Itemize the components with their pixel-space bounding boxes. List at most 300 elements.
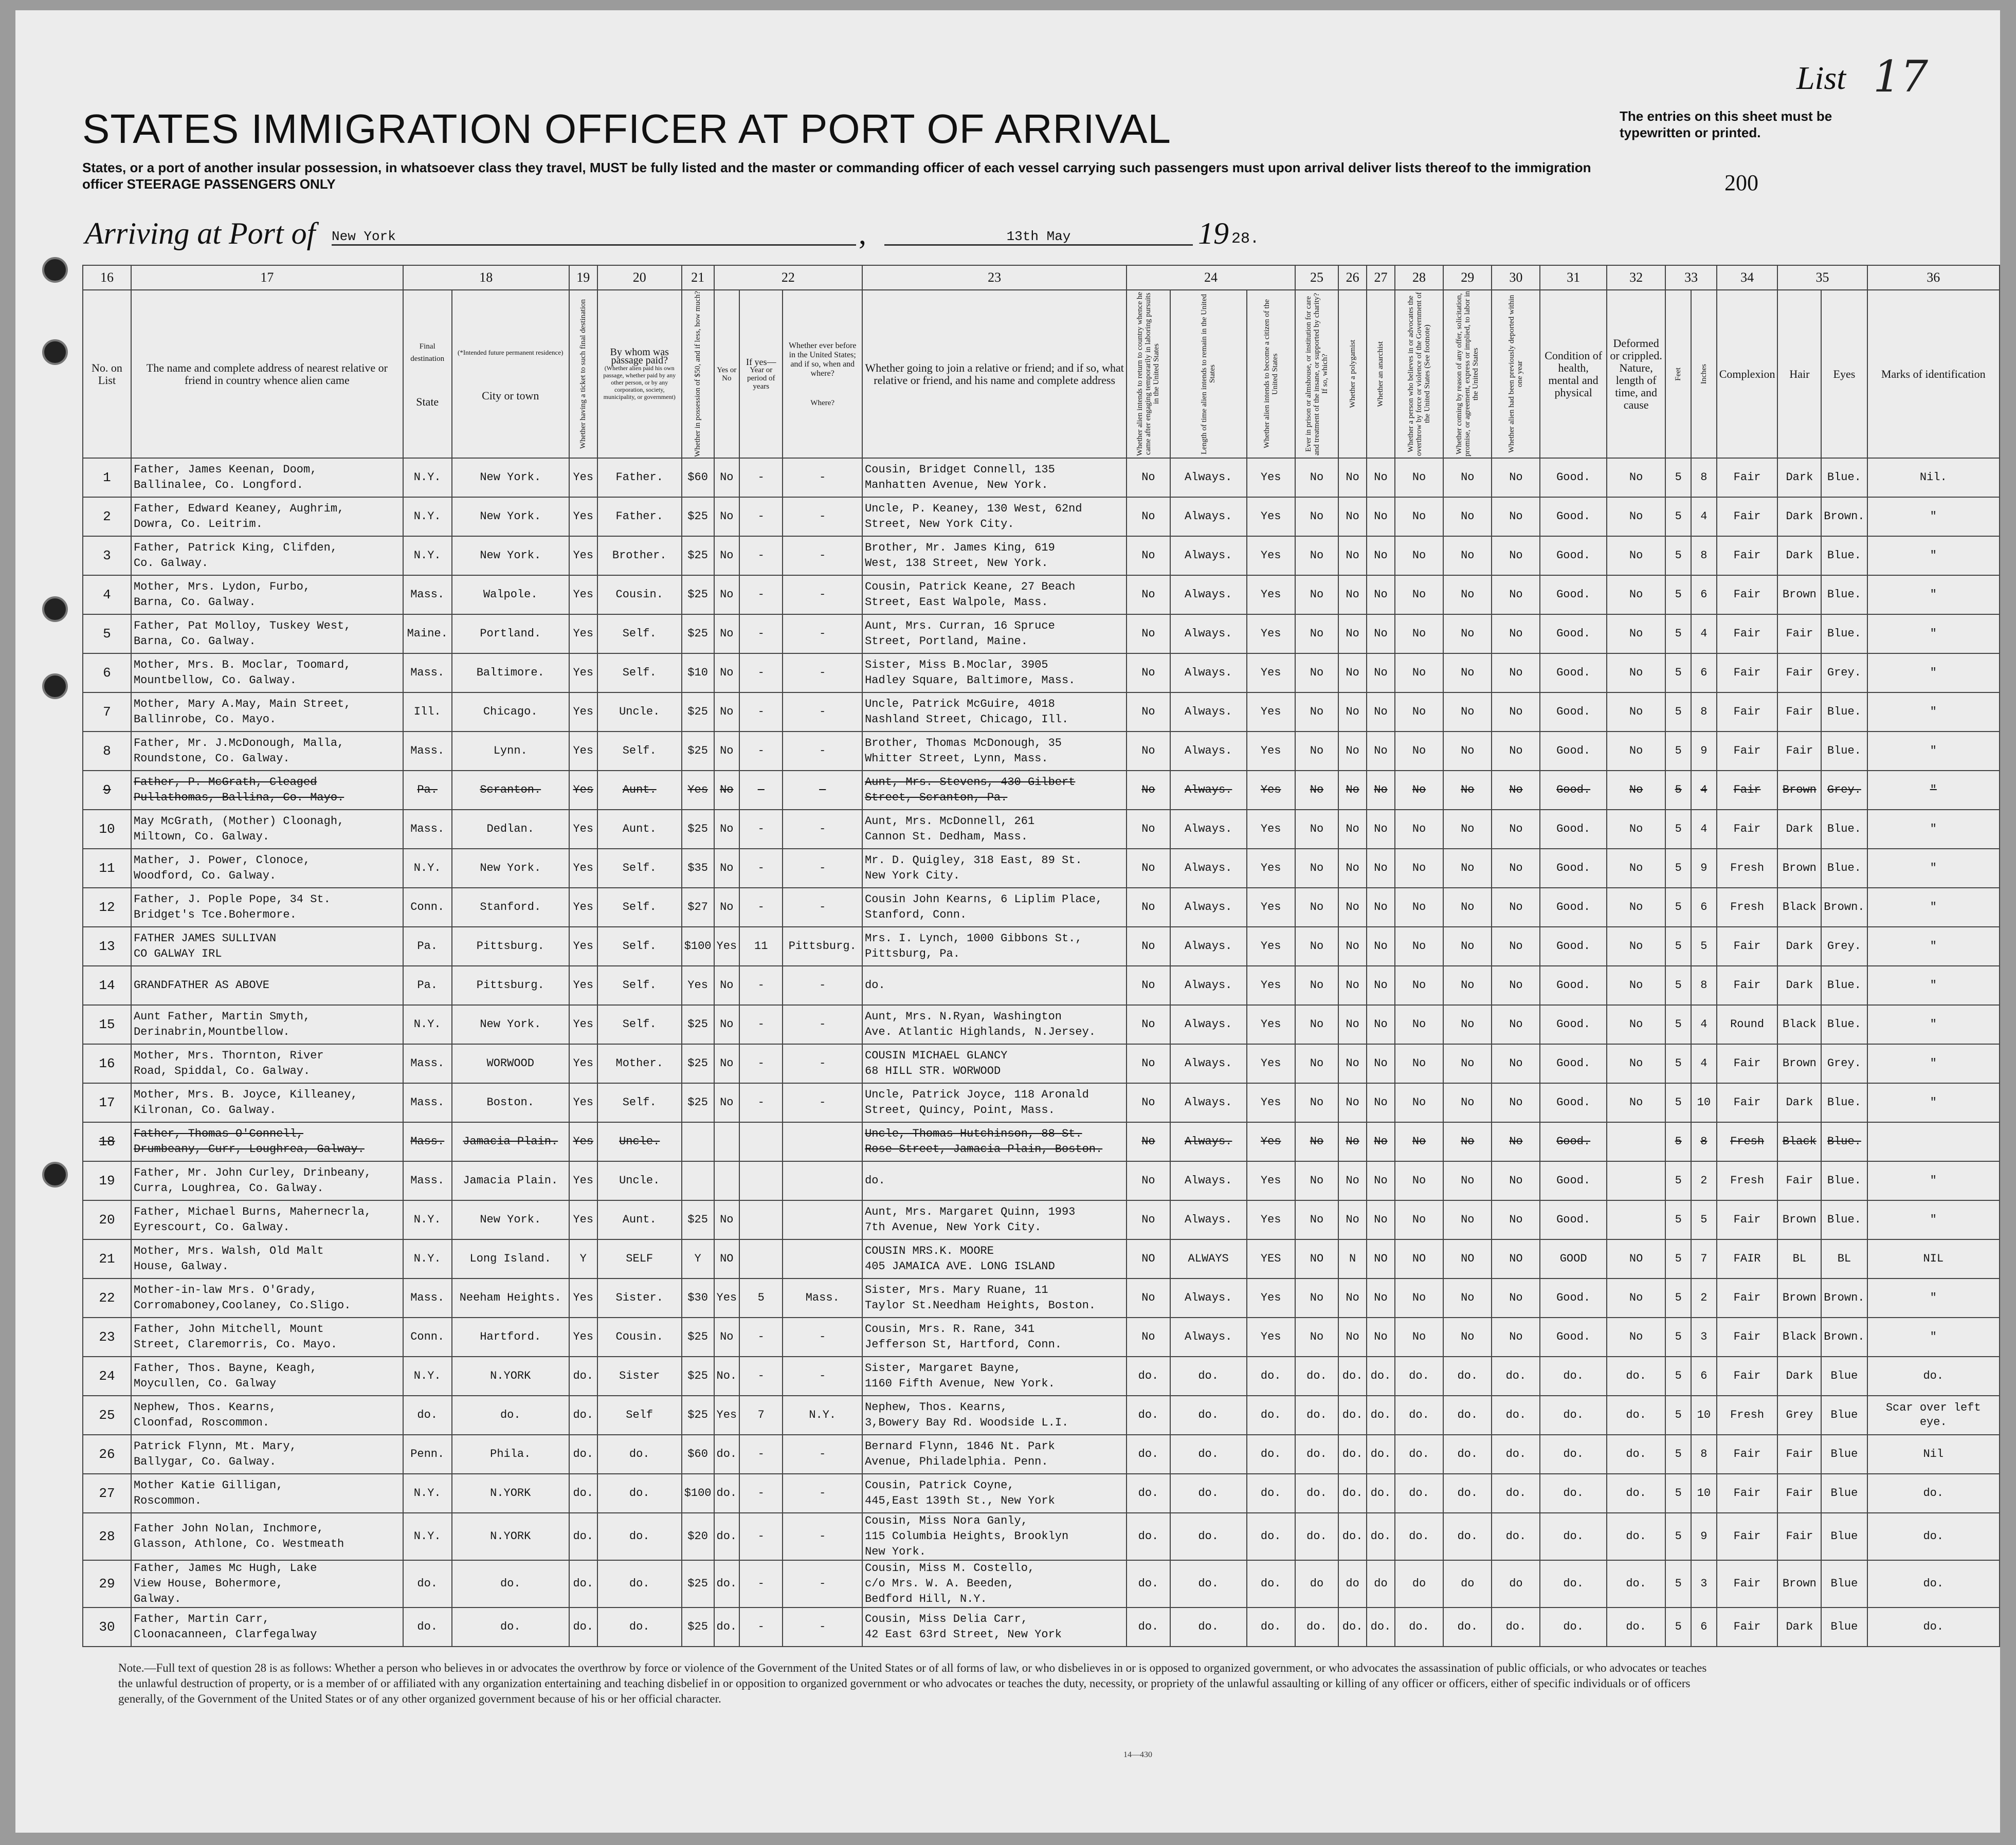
height-inches: 6 [1691, 575, 1717, 614]
destination-state: N.Y. [403, 1357, 452, 1396]
before-where: - [783, 966, 862, 1005]
row-number: 17 [83, 1083, 131, 1122]
polygamist-cell: No [1338, 1278, 1367, 1318]
row-number: 5 [83, 614, 131, 653]
before-where [783, 1239, 862, 1278]
labor-offer-cell: No [1443, 1161, 1492, 1200]
ticket-cell: do. [569, 1474, 597, 1513]
ticket-cell: Yes [569, 810, 597, 849]
ticket-cell: do. [569, 1513, 597, 1560]
overthrow-cell: do. [1395, 1435, 1443, 1474]
ticket-cell: Y [569, 1239, 597, 1278]
prison-cell: do. [1295, 1513, 1338, 1560]
header-eyes: Eyes [1821, 290, 1867, 458]
before-where: - [783, 692, 862, 732]
height-inches: 10 [1691, 1396, 1717, 1435]
money-cell: $25 [682, 575, 714, 614]
purpose-length: Always. [1170, 927, 1247, 966]
prison-cell: No [1295, 810, 1338, 849]
labor-offer-cell: do. [1443, 1396, 1492, 1435]
header-passage-paid-text: By whom was passage paid? [610, 346, 669, 366]
before-in-us: do. [714, 1474, 740, 1513]
polygamist-cell: do. [1338, 1357, 1367, 1396]
purpose-citizen: Yes [1247, 1161, 1295, 1200]
hair-color: Grey [1777, 1396, 1821, 1435]
deported-cell: No [1492, 771, 1540, 810]
passage-paid: Father. [597, 497, 682, 536]
health-cell: Good. [1540, 732, 1606, 771]
passage-paid: Uncle. [597, 1161, 682, 1200]
polygamist-cell: No [1338, 888, 1367, 927]
deported-cell: No [1492, 1161, 1540, 1200]
identification-marks: " [1867, 771, 2000, 810]
anarchist-cell: No [1367, 1083, 1395, 1122]
destination-state: do. [403, 1396, 452, 1435]
labor-offer-cell: No [1443, 1200, 1492, 1239]
purpose-return: do. [1127, 1513, 1170, 1560]
polygamist-cell: No [1338, 1122, 1367, 1161]
before-where: - [783, 458, 862, 497]
year-suffix: 28. [1231, 230, 1260, 248]
ticket-cell: Yes [569, 575, 597, 614]
deported-cell: do. [1492, 1357, 1540, 1396]
money-cell: $25 [682, 1005, 714, 1044]
purpose-length: Always. [1170, 1044, 1247, 1083]
anarchist-cell: do. [1367, 1513, 1395, 1560]
identification-marks: Nil. [1867, 458, 2000, 497]
money-cell: $100 [682, 1474, 714, 1513]
deformed-cell: No [1607, 692, 1666, 732]
labor-offer-cell: No [1443, 1122, 1492, 1161]
joining-relative: Cousin, Patrick Coyne, 445,East 139th St., New York [862, 1474, 1127, 1513]
labor-offer-cell: NO [1443, 1239, 1492, 1278]
money-cell: $25 [682, 1607, 714, 1647]
deformed-cell: No [1607, 458, 1666, 497]
identification-marks: do. [1867, 1474, 2000, 1513]
identification-marks: " [1867, 1044, 2000, 1083]
health-cell: do. [1540, 1435, 1606, 1474]
money-cell: $25 [682, 1396, 714, 1435]
eye-color: Blue [1821, 1513, 1867, 1560]
purpose-length: Always. [1170, 849, 1247, 888]
destination-city: Long Island. [452, 1239, 569, 1278]
deported-cell: No [1492, 849, 1540, 888]
overthrow-cell: NO [1395, 1239, 1443, 1278]
polygamist-cell: No [1338, 536, 1367, 575]
before-year: - [739, 614, 783, 653]
header-city-label: City or town [482, 389, 539, 402]
labor-offer-cell: No [1443, 966, 1492, 1005]
overthrow-cell: No [1395, 1200, 1443, 1239]
purpose-return: do. [1127, 1607, 1170, 1647]
ticket-cell: Yes [569, 1318, 597, 1357]
before-where: Pittsburg. [783, 927, 862, 966]
identification-marks: Scar over left eye. [1867, 1396, 2000, 1435]
relative-address: Father, Patrick King, Clifden, Co. Galway. [131, 536, 403, 575]
col-number: 27 [1367, 265, 1395, 290]
hair-color: Fair [1777, 614, 1821, 653]
polygamist-cell: No [1338, 732, 1367, 771]
purpose-length: do. [1170, 1435, 1247, 1474]
ticket-cell: Yes [569, 732, 597, 771]
polygamist-cell: No [1338, 497, 1367, 536]
header-joining: Whether going to join a relative or friend; and if so, what relative or friend, and his name and complete address [862, 290, 1127, 458]
destination-city: Hartford. [452, 1318, 569, 1357]
identification-marks: " [1867, 536, 2000, 575]
passenger-row [83, 1318, 2000, 1357]
ticket-cell: do. [569, 1607, 597, 1647]
hair-color: Fair [1777, 1513, 1821, 1560]
before-where: - [783, 1083, 862, 1122]
joining-relative: Uncle, Patrick McGuire, 4018 Nashland Street, Chicago, Ill. [862, 692, 1127, 732]
anarchist-cell: No [1367, 927, 1395, 966]
height-inches: 8 [1691, 458, 1717, 497]
prison-cell: No [1295, 1044, 1338, 1083]
height-inches: 6 [1691, 1607, 1717, 1647]
height-inches: 4 [1691, 497, 1717, 536]
height-feet: 5 [1665, 1239, 1691, 1278]
eye-color: Blue [1821, 1474, 1867, 1513]
anarchist-cell: No [1367, 732, 1395, 771]
anarchist-cell: do. [1367, 1357, 1395, 1396]
passenger-row [83, 1396, 2000, 1435]
joining-relative: Bernard Flynn, 1846 Nt. Park Avenue, Philadelphia. Penn. [862, 1435, 1127, 1474]
before-year: - [739, 458, 783, 497]
purpose-length: Always. [1170, 653, 1247, 692]
relative-address: Nephew, Thos. Kearns, Cloonfad, Roscommon. [131, 1396, 403, 1435]
ticket-cell: Yes [569, 849, 597, 888]
before-in-us: Yes [714, 1278, 740, 1318]
row-number: 21 [83, 1239, 131, 1278]
before-in-us: No [714, 1005, 740, 1044]
header-money-text: Whether in possession of $50, and if less, how much? [694, 291, 702, 457]
passage-paid: Self. [597, 1083, 682, 1122]
before-year: - [739, 1318, 783, 1357]
eye-color: Brown. [1821, 888, 1867, 927]
hair-color: Brown [1777, 575, 1821, 614]
complexion-cell: Fair [1717, 1318, 1778, 1357]
money-cell: $10 [682, 653, 714, 692]
destination-state: Mass. [403, 810, 452, 849]
purpose-length: Always. [1170, 1161, 1247, 1200]
eye-color: Blue [1821, 1357, 1867, 1396]
polygamist-cell: do. [1338, 1474, 1367, 1513]
deformed-cell: No [1607, 614, 1666, 653]
joining-relative: do. [862, 966, 1127, 1005]
before-year: - [739, 1044, 783, 1083]
complexion-cell: Fair [1717, 1278, 1778, 1318]
purpose-citizen: Yes [1247, 771, 1295, 810]
deformed-cell: do. [1607, 1513, 1666, 1560]
ticket-cell: Yes [569, 458, 597, 497]
purpose-length: Always. [1170, 1278, 1247, 1318]
polygamist-cell: No [1338, 1318, 1367, 1357]
destination-state: Conn. [403, 888, 452, 927]
passenger-row [83, 966, 2000, 1005]
footnote-q28: Note.—Full text of question 28 is as follows: Whether a person who believes in or advocates the overthrow by force or violence of the Government of the United States or of all forms of law, or who disbelieves in or is opposed to organized government, or who advocates the assassination of public officials, or who advocates or teaches the unlawful destruction of property, or is a member of or affiliated with any organization entertaining and teaching disbelief in or opposition to organized government or who advocates or teaches the duty, necessity, or propriety of the unlawful assaulting or killing of any officer or officers, either of specific individuals or of officers generally, of the Government of the United States or of any other organized government because of his or her official character. [118, 1661, 1707, 1705]
punch-hole [42, 673, 68, 699]
height-inches: 10 [1691, 1083, 1717, 1122]
destination-state: Mass. [403, 575, 452, 614]
identification-marks: " [1867, 1318, 2000, 1357]
before-where: Mass. [783, 1278, 862, 1318]
passage-paid: do. [597, 1435, 682, 1474]
joining-relative: Aunt, Mrs. N.Ryan, Washington Ave. Atlantic Highlands, N.Jersey. [862, 1005, 1127, 1044]
eye-color: Blue. [1821, 1122, 1867, 1161]
complexion-cell: Fair [1717, 771, 1778, 810]
joining-relative: Cousin, Mrs. R. Rane, 341 Jefferson St, Hartford, Conn. [862, 1318, 1127, 1357]
purpose-return: No [1127, 1044, 1170, 1083]
deformed-cell: do. [1607, 1357, 1666, 1396]
relative-address: Mother, Mrs. Thornton, River Road, Spiddal, Co. Galway. [131, 1044, 403, 1083]
money-cell: $25 [682, 1044, 714, 1083]
passenger-row [83, 1161, 2000, 1200]
destination-city: New York. [452, 849, 569, 888]
deformed-cell: No [1607, 653, 1666, 692]
height-inches: 3 [1691, 1318, 1717, 1357]
identification-marks: do. [1867, 1357, 2000, 1396]
destination-state: Mass. [403, 1083, 452, 1122]
purpose-return: No [1127, 575, 1170, 614]
deformed-cell [1607, 1200, 1666, 1239]
labor-offer-cell: No [1443, 927, 1492, 966]
passage-paid: Self. [597, 653, 682, 692]
purpose-length: do. [1170, 1513, 1247, 1560]
polygamist-cell: No [1338, 614, 1367, 653]
relative-address: FATHER JAMES SULLIVAN CO GALWAY IRL [131, 927, 403, 966]
destination-city: do. [452, 1396, 569, 1435]
overthrow-cell: No [1395, 1005, 1443, 1044]
separator: , [859, 216, 866, 250]
col-number: 20 [597, 265, 682, 290]
ticket-cell: Yes [569, 614, 597, 653]
relative-address: GRANDFATHER AS ABOVE [131, 966, 403, 1005]
destination-city: New York. [452, 536, 569, 575]
purpose-return: do. [1127, 1560, 1170, 1607]
complexion-cell: Fair [1717, 1435, 1778, 1474]
header-inches-text: Inches [1699, 363, 1708, 385]
before-year: - [739, 1607, 783, 1647]
identification-marks: " [1867, 1005, 2000, 1044]
polygamist-cell: No [1338, 771, 1367, 810]
joining-relative: Cousin, Miss Nora Ganly, 115 Columbia Heights, Brooklyn New York. [862, 1513, 1127, 1560]
anarchist-cell: NO [1367, 1239, 1395, 1278]
destination-state: N.Y. [403, 849, 452, 888]
passage-paid: Self. [597, 849, 682, 888]
page-number: 200 [1724, 170, 1758, 195]
purpose-return: No [1127, 1122, 1170, 1161]
overthrow-cell: No [1395, 1318, 1443, 1357]
eye-color: Blue [1821, 1435, 1867, 1474]
before-year: 11 [739, 927, 783, 966]
col-number: 26 [1338, 265, 1367, 290]
header-prison [1295, 290, 1338, 458]
hair-color: Brown [1777, 1278, 1821, 1318]
height-inches: 9 [1691, 732, 1717, 771]
purpose-length: Always. [1170, 692, 1247, 732]
ticket-cell: Yes [569, 692, 597, 732]
ticket-cell: Yes [569, 536, 597, 575]
health-cell: GOOD [1540, 1239, 1606, 1278]
relative-address: Father, Mr. J.McDonough, Malla, Roundstone, Co. Galway. [131, 732, 403, 771]
identification-marks: do. [1867, 1607, 2000, 1647]
height-inches: 9 [1691, 849, 1717, 888]
header-yes-or-no: Yes or No [717, 366, 737, 382]
ticket-cell: Yes [569, 771, 597, 810]
purpose-length: Always. [1170, 1005, 1247, 1044]
deformed-cell: No [1607, 810, 1666, 849]
row-number: 23 [83, 1318, 131, 1357]
destination-city: New York. [452, 1005, 569, 1044]
header-complexion: Complexion [1717, 290, 1778, 458]
anarchist-cell: do. [1367, 1435, 1395, 1474]
header-purpose-b-text: Length of time alien intends to remain in the United States [1200, 294, 1217, 454]
anarchist-cell: No [1367, 1005, 1395, 1044]
col-number: 22 [714, 265, 863, 290]
before-where: - [783, 1435, 862, 1474]
complexion-cell: Fair [1717, 614, 1778, 653]
header-purpose-a [1127, 290, 1170, 458]
purpose-length: Always. [1170, 1083, 1247, 1122]
deformed-cell: No [1607, 849, 1666, 888]
prison-cell: do. [1295, 1435, 1338, 1474]
destination-city: Stanford. [452, 888, 569, 927]
height-feet: 5 [1665, 1560, 1691, 1607]
joining-relative: Cousin, Patrick Keane, 27 Beach Street, East Walpole, Mass. [862, 575, 1127, 614]
row-number: 1 [83, 458, 131, 497]
before-where: - [783, 732, 862, 771]
eye-color: Blue. [1821, 575, 1867, 614]
complexion-cell: Fair [1717, 1200, 1778, 1239]
height-feet: 5 [1665, 732, 1691, 771]
labor-offer-cell: No [1443, 497, 1492, 536]
header-city [452, 290, 569, 458]
deformed-cell [1607, 1122, 1666, 1161]
row-number: 22 [83, 1278, 131, 1318]
overthrow-cell: No [1395, 966, 1443, 1005]
money-cell: $25 [682, 497, 714, 536]
purpose-citizen: do. [1247, 1607, 1295, 1647]
destination-city: Jamacia Plain. [452, 1161, 569, 1200]
labor-offer-cell: No [1443, 692, 1492, 732]
anarchist-cell: No [1367, 810, 1395, 849]
complexion-cell: Fair [1717, 653, 1778, 692]
purpose-length: Always. [1170, 888, 1247, 927]
ticket-cell: Yes [569, 966, 597, 1005]
money-cell: $20 [682, 1513, 714, 1560]
health-cell: Good. [1540, 575, 1606, 614]
purpose-citizen: do. [1247, 1513, 1295, 1560]
anarchist-cell: No [1367, 888, 1395, 927]
destination-city: New York. [452, 1200, 569, 1239]
hair-color: Fair [1777, 653, 1821, 692]
passenger-row [83, 1122, 2000, 1161]
anarchist-cell: No [1367, 575, 1395, 614]
before-in-us: No [714, 1044, 740, 1083]
deported-cell: No [1492, 1278, 1540, 1318]
before-year: - [739, 1357, 783, 1396]
purpose-citizen: do. [1247, 1560, 1295, 1607]
before-where: - [783, 849, 862, 888]
complexion-cell: Fair [1717, 458, 1778, 497]
row-number: 30 [83, 1607, 131, 1647]
height-feet: 5 [1665, 771, 1691, 810]
header-labor-offer-text: Whether coming by reason of any offer, solicitation, promise, or agreement, express or implied, to labor in the United States [1455, 291, 1480, 457]
before-where [783, 1161, 862, 1200]
header-where: Where? [810, 398, 835, 407]
passage-paid: do. [597, 1513, 682, 1560]
height-feet: 5 [1665, 1161, 1691, 1200]
deformed-cell: No [1607, 888, 1666, 927]
ticket-cell: Yes [569, 1200, 597, 1239]
before-year: - [739, 888, 783, 927]
complexion-cell: Fair [1717, 1474, 1778, 1513]
eye-color: Blue. [1821, 1161, 1867, 1200]
destination-city: Jamacia Plain. [452, 1122, 569, 1161]
health-cell: do. [1540, 1560, 1606, 1607]
passenger-row [83, 771, 2000, 810]
before-where: - [783, 810, 862, 849]
deported-cell: do [1492, 1560, 1540, 1607]
deported-cell: NO [1492, 1239, 1540, 1278]
relative-address: Father, Thomas O'Connell, Drumbeany, Curr, Loughrea, Galway. [131, 1122, 403, 1161]
height-inches: 10 [1691, 1474, 1717, 1513]
joining-relative: Brother, Mr. James King, 619 West, 138 Street, New York. [862, 536, 1127, 575]
height-feet: 5 [1665, 692, 1691, 732]
anarchist-cell: No [1367, 458, 1395, 497]
passage-paid: Uncle. [597, 692, 682, 732]
deformed-cell: No [1607, 497, 1666, 536]
prison-cell: No [1295, 692, 1338, 732]
passage-paid: Self. [597, 966, 682, 1005]
row-number: 14 [83, 966, 131, 1005]
purpose-citizen: Yes [1247, 1083, 1295, 1122]
relative-address: Father, Mr. John Curley, Drinbeany, Curra, Loughrea, Co. Galway. [131, 1161, 403, 1200]
header-inches [1691, 290, 1717, 458]
health-cell: Good. [1540, 1161, 1606, 1200]
destination-city: Chicago. [452, 692, 569, 732]
passenger-row [83, 1044, 2000, 1083]
eye-color: Blue [1821, 1607, 1867, 1647]
relative-address: Mother, Mary A.May, Main Street, Ballinrobe, Co. Mayo. [131, 692, 403, 732]
ticket-cell: Yes [569, 1278, 597, 1318]
passage-paid: Cousin. [597, 575, 682, 614]
deported-cell: No [1492, 1318, 1540, 1357]
polygamist-cell: do. [1338, 1396, 1367, 1435]
before-in-us: No [714, 732, 740, 771]
money-cell: $25 [682, 614, 714, 653]
destination-city: Scranton. [452, 771, 569, 810]
health-cell: do. [1540, 1396, 1606, 1435]
before-year: - [739, 810, 783, 849]
col-number: 31 [1540, 265, 1606, 290]
eye-color: Blue. [1821, 1200, 1867, 1239]
eye-color: Grey. [1821, 1044, 1867, 1083]
hair-color: BL [1777, 1239, 1821, 1278]
height-feet: 5 [1665, 1083, 1691, 1122]
before-in-us: do. [714, 1435, 740, 1474]
identification-marks [1867, 1122, 2000, 1161]
joining-relative: Sister, Mrs. Mary Ruane, 11 Taylor St.Needham Heights, Boston. [862, 1278, 1127, 1318]
height-inches: 6 [1691, 1357, 1717, 1396]
deformed-cell: No [1607, 1318, 1666, 1357]
destination-city: WORWOOD [452, 1044, 569, 1083]
purpose-length: Always. [1170, 966, 1247, 1005]
deformed-cell: No [1607, 1044, 1666, 1083]
money-cell: $25 [682, 692, 714, 732]
destination-city: Dedlan. [452, 810, 569, 849]
complexion-cell: Fair [1717, 1357, 1778, 1396]
